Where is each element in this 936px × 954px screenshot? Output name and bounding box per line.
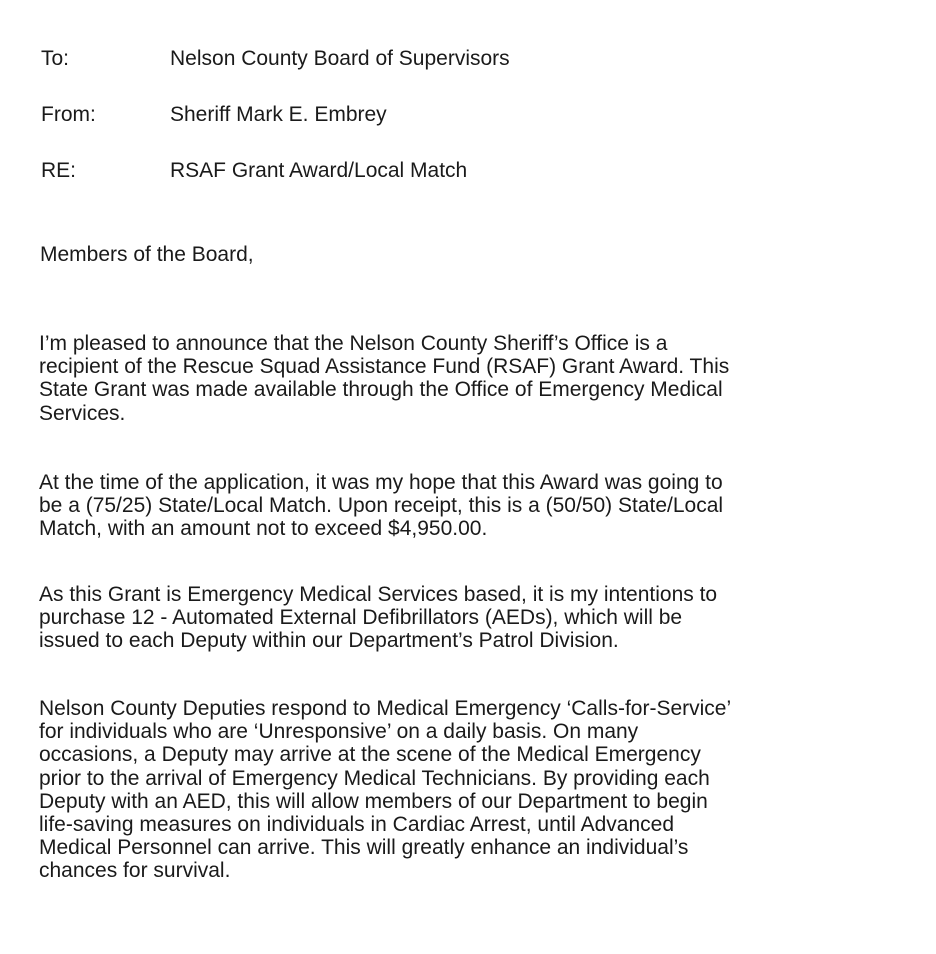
paragraph-line: Medical Personnel can arrive. This will greatly enhance an individual’s [39, 836, 689, 860]
paragraph-line: for individuals who are ‘Unresponsive’ on a daily basis. On many [39, 720, 639, 744]
paragraph-line: I’m pleased to announce that the Nelson County Sheriff’s Office is a [39, 332, 668, 355]
paragraph-announcement [39, 332, 919, 425]
memo-salutation: Members of the Board, [40, 243, 254, 266]
paragraph-line: As this Grant is Emergency Medical Services based, it is my intentions to [39, 583, 718, 606]
memo-from-value: Sheriff Mark E. Embrey [170, 103, 387, 126]
paragraph-line: purchase 12 - Automated External Defibrillators (AEDs), which will be [39, 606, 683, 630]
memo-re-value: RSAF Grant Award/Local Match [170, 159, 468, 182]
paragraph-match [39, 471, 919, 541]
paragraph-line: prior to the arrival of Emergency Medical Technicians. By providing each [39, 766, 710, 790]
paragraph-line: life-saving measures on individuals in Cardiac Arrest, until Advanced [39, 813, 674, 837]
memo-to-label: To: [41, 47, 70, 70]
memo-to-value: Nelson County Board of Supervisors [170, 47, 510, 70]
paragraph-line: Deputy with an AED, this will allow members of our Department to begin [39, 789, 708, 813]
paragraph-line: issued to each Deputy within our Department’s Patrol Division. [39, 629, 619, 653]
paragraph-line: recipient of the Rescue Squad Assistance Fund (RSAF) Grant Award. This [39, 355, 730, 379]
memo-from-label: From: [41, 103, 96, 126]
paragraph-purchase [39, 583, 919, 653]
paragraph-line: occasions, a Deputy may arrive at the scene of the Medical Emergency [39, 743, 701, 767]
paragraph-line: State Grant was made available through the Office of Emergency Medical [39, 378, 723, 402]
paragraph-line: Nelson County Deputies respond to Medical Emergency ‘Calls-for-Service’ [39, 697, 732, 720]
paragraph-line: At the time of the application, it was my hope that this Award was going to [39, 471, 723, 494]
paragraph-line: chances for survival. [39, 859, 231, 883]
paragraph-deputies [39, 697, 919, 883]
paragraph-line: Match, with an amount not to exceed $4,950.00. [39, 517, 488, 541]
memo-re-row [41, 159, 467, 183]
memo-to-row [41, 47, 510, 71]
paragraph-line: be a (75/25) State/Local Match. Upon receipt, this is a (50/50) State/Local [39, 494, 724, 518]
memo-from-row [41, 103, 387, 127]
paragraph-line: Services. [39, 401, 126, 425]
memo-re-label: RE: [41, 159, 77, 182]
